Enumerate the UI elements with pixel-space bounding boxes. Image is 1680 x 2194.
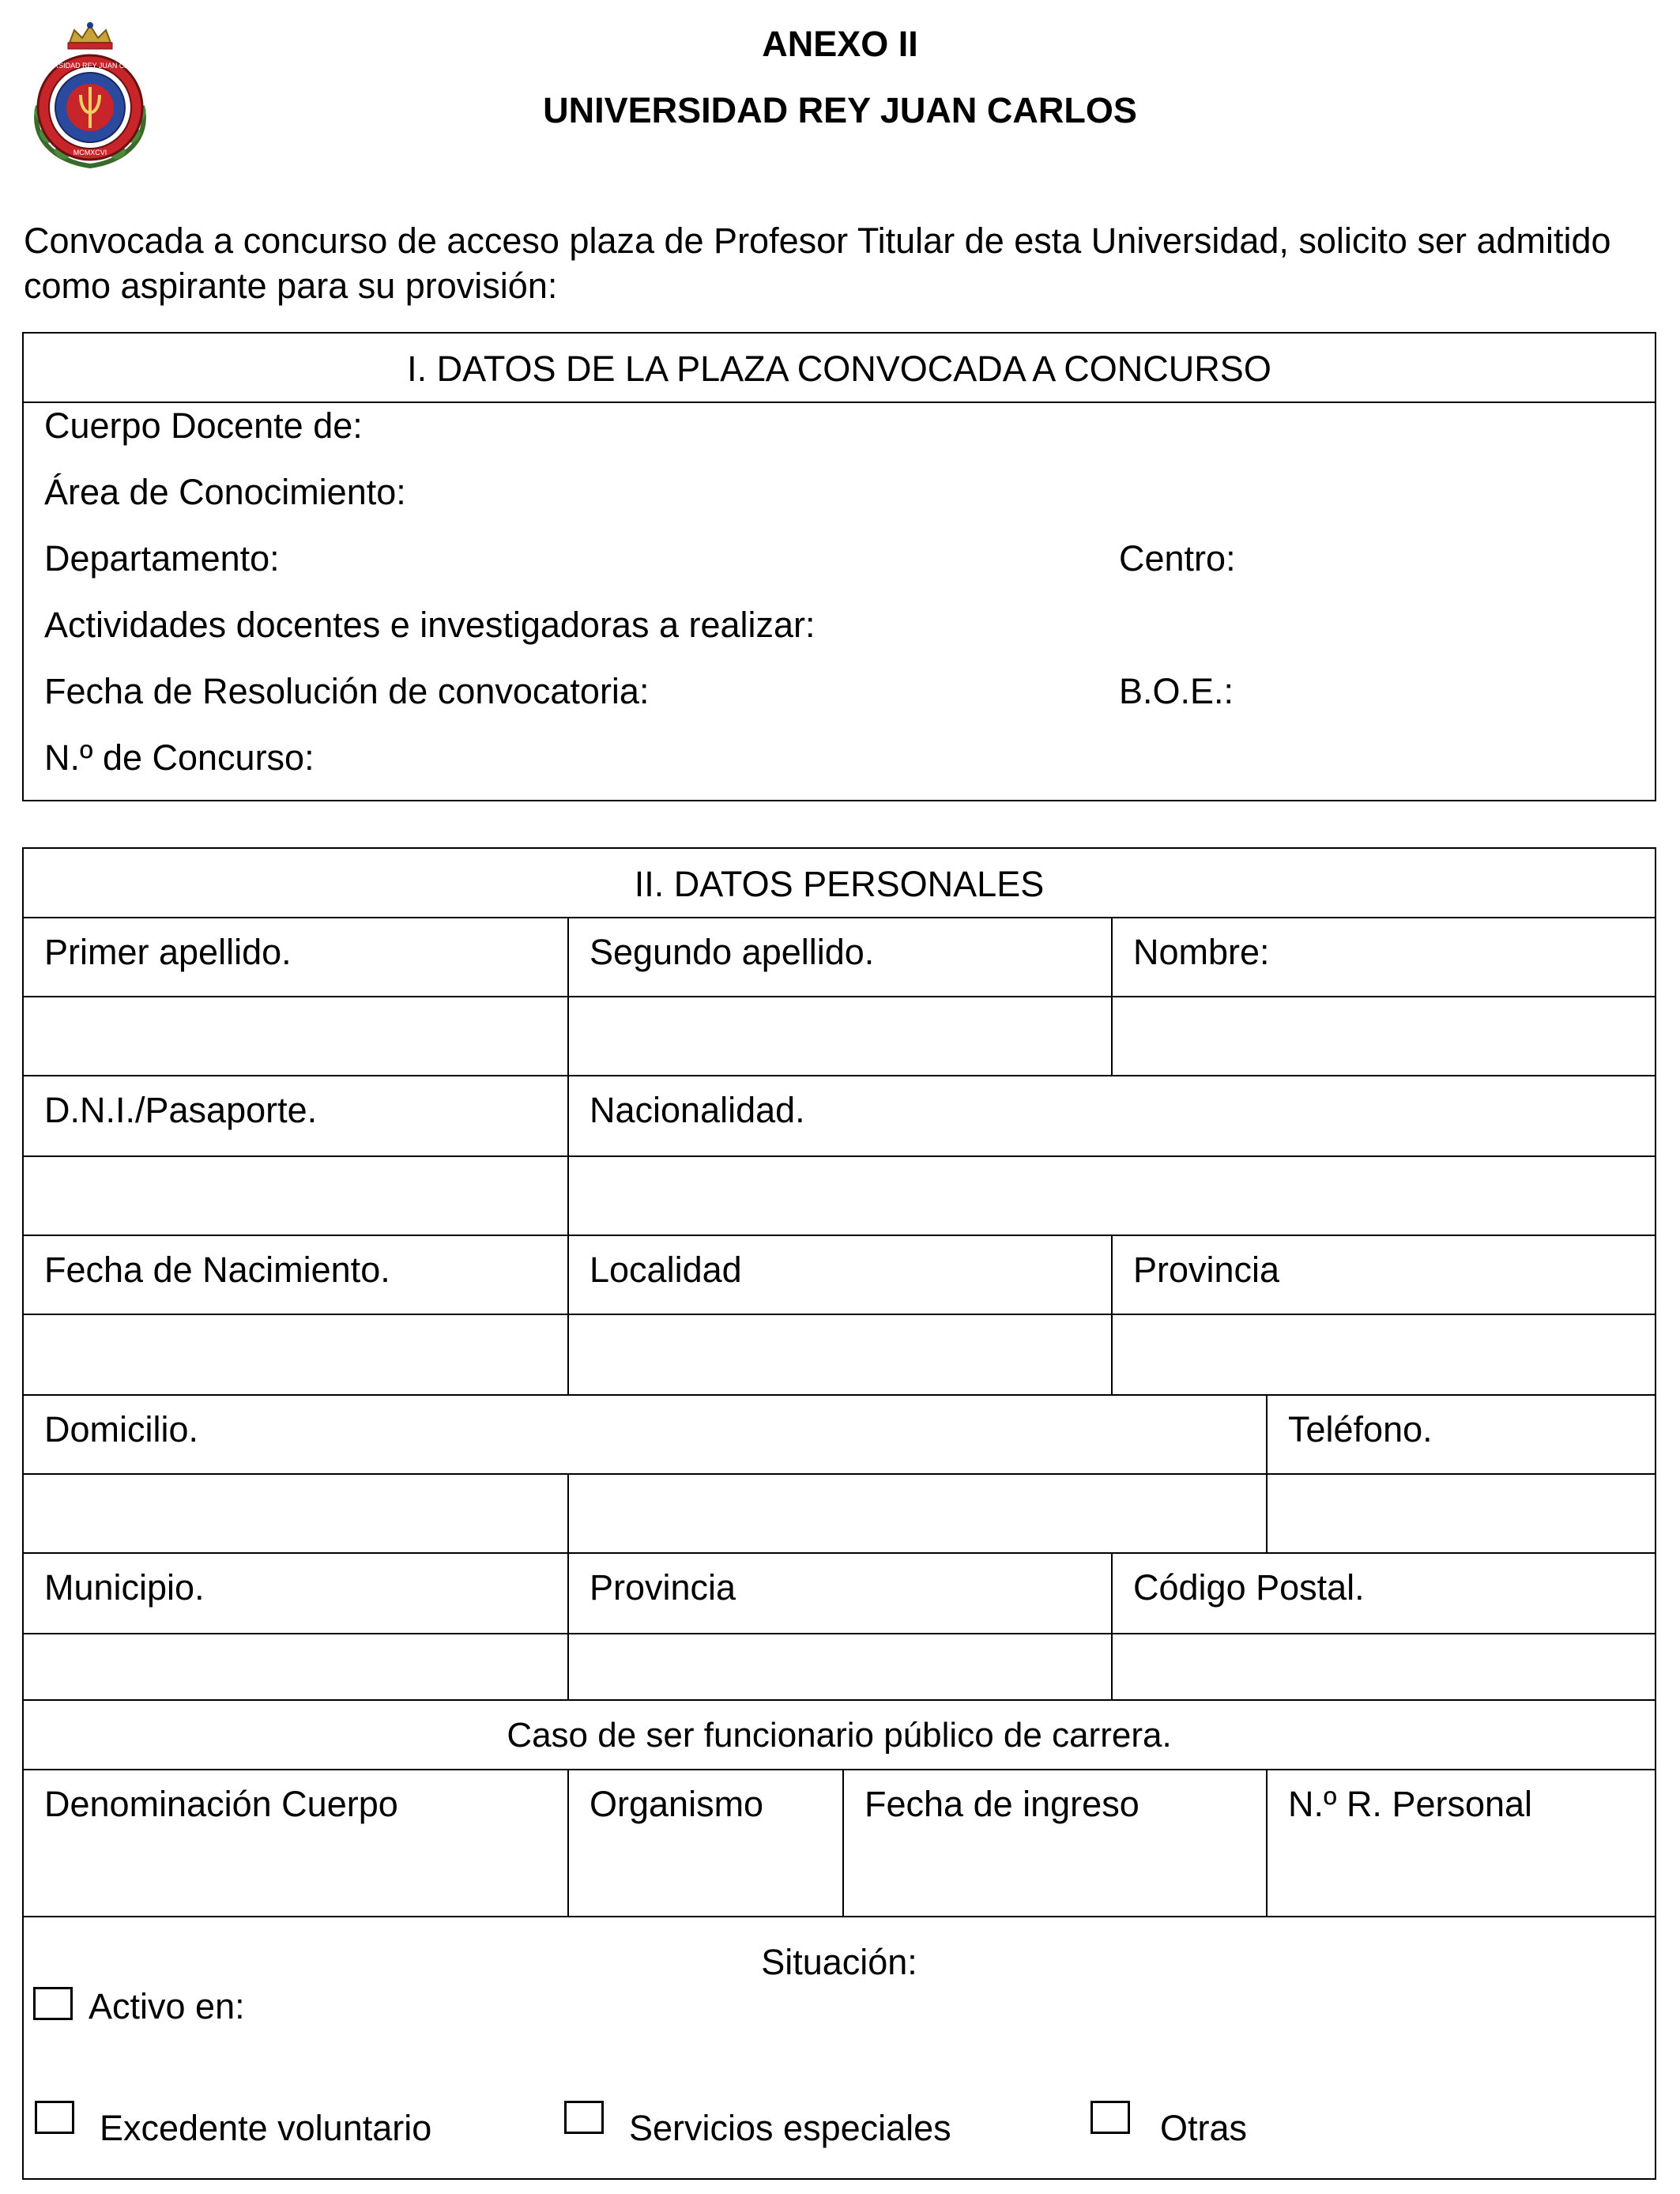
label-organismo: Organismo [590, 1784, 764, 1824]
university-title: UNIVERSIDAD REY JUAN CARLOS [543, 90, 1137, 130]
field-actividades: Actividades docentes e investigadoras a realizar: [44, 605, 816, 645]
intro-paragraph: Convocada a concurso de acceso plaza de Profesor Titular de esta Universidad, solicito ser admitido como aspirante para su provisión: [24, 221, 1611, 306]
section2-title: II. DATOS PERSONALES [634, 864, 1045, 904]
field-area-conocimiento: Área de Conocimiento: [44, 472, 406, 512]
label-nombre: Nombre: [1133, 932, 1270, 972]
label-nacionalidad: Nacionalidad. [590, 1090, 805, 1130]
annex-title: ANEXO II [762, 24, 918, 64]
checkbox-excedente[interactable] [35, 2101, 74, 2134]
label-segundo-apellido: Segundo apellido. [590, 932, 875, 972]
label-telefono: Teléfono. [1288, 1409, 1433, 1449]
checkbox-activo[interactable] [33, 1987, 73, 2020]
field-num-concurso: N.º de Concurso: [44, 737, 315, 778]
label-municipio: Municipio. [44, 1567, 205, 1608]
label-localidad: Localidad [590, 1250, 742, 1290]
label-servicios-especiales: Servicios especiales [629, 2108, 951, 2148]
label-domicilio: Domicilio. [44, 1409, 199, 1449]
checkbox-servicios-especiales[interactable] [564, 2101, 604, 2134]
label-primer-apellido: Primer apellido. [44, 932, 292, 972]
section1-divider [24, 401, 1655, 403]
field-fecha-resolucion: Fecha de Resolución de convocatoria: [44, 671, 650, 711]
section1-box [22, 332, 1656, 801]
label-provincia-domicilio: Provincia [590, 1567, 736, 1608]
field-boe: B.O.E.: [1119, 671, 1234, 711]
funcionario-title: Caso de ser funcionario público de carrera. [507, 1716, 1172, 1755]
field-centro: Centro: [1119, 538, 1236, 579]
situacion-title: Situación: [761, 1942, 917, 1982]
label-activo: Activo en: [89, 1986, 245, 2026]
section2-box [22, 847, 1656, 2180]
field-departamento: Departamento: [44, 538, 280, 579]
label-codigo-postal: Código Postal. [1133, 1567, 1365, 1608]
field-cuerpo-docente: Cuerpo Docente de: [44, 405, 363, 446]
section1-title: I. DATOS DE LA PLAZA CONVOCADA A CONCURSO [407, 349, 1271, 389]
label-provincia-nacimiento: Provincia [1133, 1250, 1280, 1290]
label-fecha-ingreso: Fecha de ingreso [864, 1784, 1139, 1824]
label-otras: Otras [1160, 2108, 1248, 2148]
checkbox-otras[interactable] [1090, 2101, 1130, 2134]
label-denominacion-cuerpo: Denominación Cuerpo [44, 1784, 398, 1824]
label-excedente: Excedente voluntario [100, 2108, 432, 2148]
seal-ring-text: UNIVERSIDAD REY JUAN CARLOS [32, 62, 149, 70]
label-dni: D.N.I./Pasaporte. [44, 1090, 318, 1130]
seal-year-text: MCMXCVI [73, 149, 107, 156]
label-fecha-nacimiento: Fecha de Nacimiento. [44, 1250, 390, 1290]
label-nrp: N.º R. Personal [1288, 1784, 1533, 1824]
